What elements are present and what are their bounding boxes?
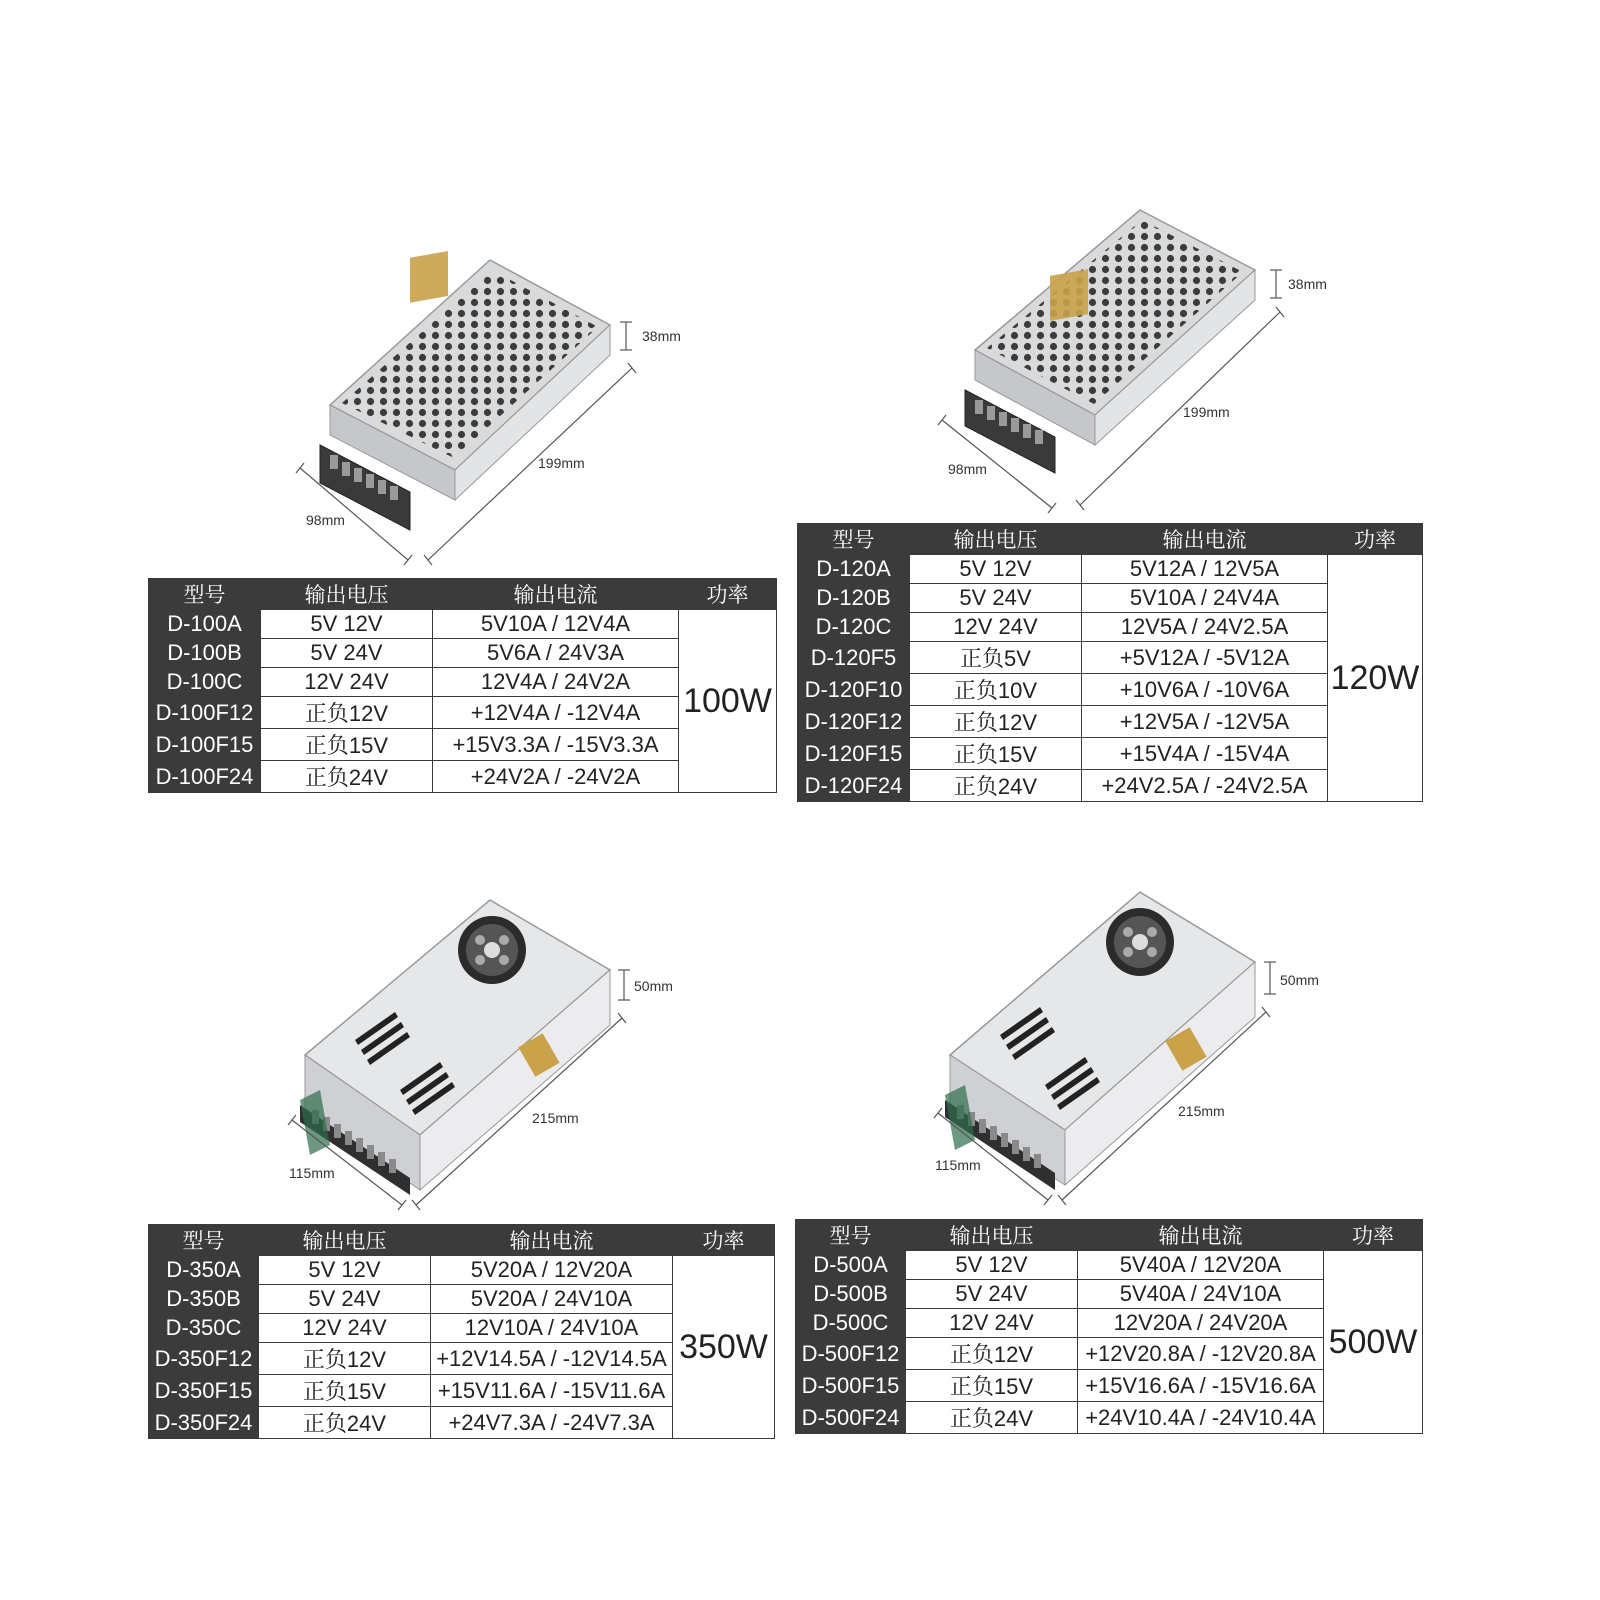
current-cell: +12V4A / -12V4A	[433, 697, 679, 729]
voltage-cell: 5V 24V	[910, 584, 1082, 613]
dim-height-label: 50mm	[634, 978, 673, 994]
model-cell: D-500A	[796, 1251, 906, 1280]
dim-width-label: 98mm	[306, 512, 345, 528]
model-cell: D-100F24	[149, 761, 261, 793]
dim-length-label: 215mm	[532, 1110, 579, 1126]
voltage-cell: 5V 24V	[259, 1285, 431, 1314]
voltage-cell: 12V 24V	[261, 668, 433, 697]
dim-length-label: 215mm	[1178, 1103, 1225, 1119]
current-cell: 12V20A / 24V20A	[1078, 1309, 1324, 1338]
voltage-cell: 5V 12V	[261, 610, 433, 639]
current-cell: 5V20A / 12V20A	[431, 1256, 673, 1285]
spec-table-120w	[797, 523, 1423, 802]
model-cell: D-500C	[796, 1309, 906, 1338]
current-cell: +24V2.5A / -24V2.5A	[1082, 770, 1328, 802]
voltage-cell: 正负15V	[261, 729, 433, 761]
header-power: 功率	[1328, 524, 1423, 555]
dim-width-label: 115mm	[289, 1165, 335, 1181]
current-cell: 5V40A / 24V10A	[1078, 1280, 1324, 1309]
model-cell: D-500F12	[796, 1338, 906, 1370]
model-cell: D-350B	[149, 1285, 259, 1314]
voltage-cell: 正负12V	[259, 1343, 431, 1375]
model-cell: D-120A	[798, 555, 910, 584]
table-row	[149, 1256, 775, 1285]
table-header-row	[796, 1220, 1423, 1251]
voltage-cell: 正负12V	[906, 1338, 1078, 1370]
spec-table-500w	[795, 1219, 1423, 1434]
model-cell: D-100C	[149, 668, 261, 697]
dim-height-label: 38mm	[1288, 276, 1327, 292]
model-cell: D-120C	[798, 613, 910, 642]
model-cell: D-100A	[149, 610, 261, 639]
model-cell: D-100F15	[149, 729, 261, 761]
current-cell: +24V10.4A / -24V10.4A	[1078, 1402, 1324, 1434]
model-cell: D-120F12	[798, 706, 910, 738]
table-row	[798, 555, 1423, 584]
current-cell: 5V10A / 24V4A	[1082, 584, 1328, 613]
header-model: 型号	[149, 1225, 259, 1256]
dim-height-label: 50mm	[1280, 972, 1319, 988]
header-current: 输出电流	[431, 1225, 673, 1256]
power-cell: 350W	[673, 1256, 775, 1439]
header-voltage: 输出电压	[906, 1220, 1078, 1251]
header-power: 功率	[679, 579, 777, 610]
power-supply-500w-image	[800, 800, 1600, 1600]
model-cell: D-120F24	[798, 770, 910, 802]
header-model: 型号	[798, 524, 910, 555]
dim-length-label: 199mm	[538, 455, 585, 471]
dim-width-label: 115mm	[935, 1157, 981, 1173]
voltage-cell: 正负24V	[910, 770, 1082, 802]
voltage-cell: 正负15V	[910, 738, 1082, 770]
voltage-cell: 正负10V	[910, 674, 1082, 706]
current-cell: 12V10A / 24V10A	[431, 1314, 673, 1343]
dim-width-label: 98mm	[948, 461, 987, 477]
table-row	[149, 610, 777, 639]
header-voltage: 输出电压	[259, 1225, 431, 1256]
current-cell: +15V11.6A / -15V11.6A	[431, 1375, 673, 1407]
voltage-cell: 5V 12V	[906, 1251, 1078, 1280]
voltage-cell: 正负15V	[259, 1375, 431, 1407]
current-cell: 12V4A / 24V2A	[433, 668, 679, 697]
voltage-cell: 正负12V	[910, 706, 1082, 738]
model-cell: D-120F10	[798, 674, 910, 706]
model-cell: D-100F12	[149, 697, 261, 729]
current-cell: 5V40A / 12V20A	[1078, 1251, 1324, 1280]
power-cell: 500W	[1324, 1251, 1423, 1434]
model-cell: D-120F15	[798, 738, 910, 770]
model-cell: D-100B	[149, 639, 261, 668]
table-header-row	[798, 524, 1423, 555]
model-cell: D-500F15	[796, 1370, 906, 1402]
model-cell: D-350F12	[149, 1343, 259, 1375]
header-power: 功率	[673, 1225, 775, 1256]
model-cell: D-350F24	[149, 1407, 259, 1439]
header-current: 输出电流	[1082, 524, 1328, 555]
voltage-cell: 12V 24V	[259, 1314, 431, 1343]
current-cell: +15V16.6A / -15V16.6A	[1078, 1370, 1324, 1402]
current-cell: 5V6A / 24V3A	[433, 639, 679, 668]
model-cell: D-350C	[149, 1314, 259, 1343]
model-cell: D-120F5	[798, 642, 910, 674]
current-cell: +12V20.8A / -12V20.8A	[1078, 1338, 1324, 1370]
current-cell: 5V20A / 24V10A	[431, 1285, 673, 1314]
model-cell: D-120B	[798, 584, 910, 613]
spec-table-350w	[148, 1224, 775, 1439]
model-cell: D-500F24	[796, 1402, 906, 1434]
spec-table-100w	[148, 578, 777, 793]
current-cell: +10V6A / -10V6A	[1082, 674, 1328, 706]
voltage-cell: 5V 12V	[910, 555, 1082, 584]
current-cell: 12V5A / 24V2.5A	[1082, 613, 1328, 642]
model-cell: D-350A	[149, 1256, 259, 1285]
header-power: 功率	[1324, 1220, 1423, 1251]
voltage-cell: 正负24V	[259, 1407, 431, 1439]
current-cell: +5V12A / -5V12A	[1082, 642, 1328, 674]
voltage-cell: 正负15V	[906, 1370, 1078, 1402]
model-cell: D-500B	[796, 1280, 906, 1309]
header-voltage: 输出电压	[261, 579, 433, 610]
model-cell: D-350F15	[149, 1375, 259, 1407]
current-cell: +15V4A / -15V4A	[1082, 738, 1328, 770]
table-header-row	[149, 579, 777, 610]
current-cell: +24V7.3A / -24V7.3A	[431, 1407, 673, 1439]
voltage-cell: 5V 24V	[906, 1280, 1078, 1309]
current-cell: +24V2A / -24V2A	[433, 761, 679, 793]
table-row	[796, 1251, 1423, 1280]
voltage-cell: 正负5V	[910, 642, 1082, 674]
table-header-row	[149, 1225, 775, 1256]
header-model: 型号	[796, 1220, 906, 1251]
voltage-cell: 5V 24V	[261, 639, 433, 668]
power-cell: 120W	[1328, 555, 1423, 802]
voltage-cell: 12V 24V	[906, 1309, 1078, 1338]
power-cell: 100W	[679, 610, 777, 793]
voltage-cell: 正负24V	[906, 1402, 1078, 1434]
current-cell: 5V12A / 12V5A	[1082, 555, 1328, 584]
header-voltage: 输出电压	[910, 524, 1082, 555]
voltage-cell: 正负12V	[261, 697, 433, 729]
header-current: 输出电流	[433, 579, 679, 610]
header-current: 输出电流	[1078, 1220, 1324, 1251]
current-cell: +15V3.3A / -15V3.3A	[433, 729, 679, 761]
power-supply-350w-image	[0, 800, 800, 1600]
voltage-cell: 5V 12V	[259, 1256, 431, 1285]
header-model: 型号	[149, 579, 261, 610]
dim-length-label: 199mm	[1183, 404, 1230, 420]
voltage-cell: 正负24V	[261, 761, 433, 793]
dim-height-label: 38mm	[642, 328, 681, 344]
current-cell: +12V14.5A / -12V14.5A	[431, 1343, 673, 1375]
voltage-cell: 12V 24V	[910, 613, 1082, 642]
current-cell: 5V10A / 12V4A	[433, 610, 679, 639]
current-cell: +12V5A / -12V5A	[1082, 706, 1328, 738]
